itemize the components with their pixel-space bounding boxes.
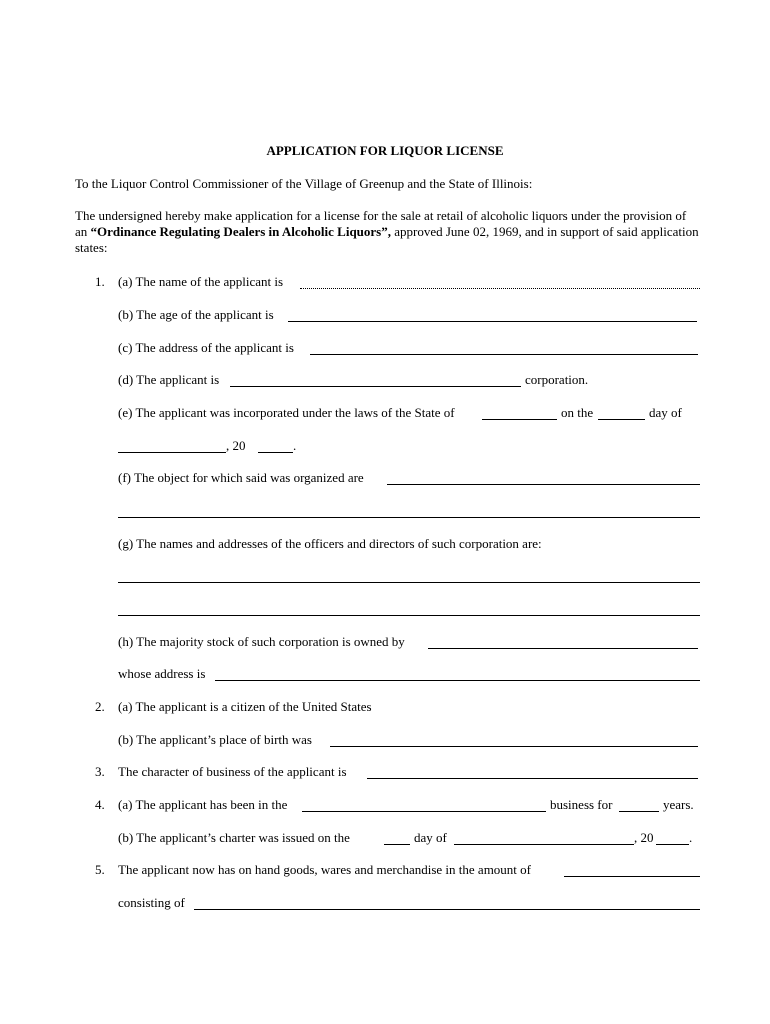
owner-address-field[interactable] [215, 680, 700, 681]
item-text: on the [561, 405, 594, 420]
applicant-name-field[interactable] [300, 288, 700, 289]
business-type-field[interactable] [302, 811, 546, 812]
year-prefix: , 20 [226, 438, 246, 453]
page-title: APPLICATION FOR LIQUOR LICENSE [266, 143, 504, 158]
merchandise-consisting-field[interactable] [194, 909, 700, 910]
charter-year-field[interactable] [656, 844, 689, 845]
item-label: (b) The age of the applicant is [118, 307, 274, 322]
item-label: (f) The object for which said was organized are [118, 470, 364, 485]
intro-paragraph: The undersigned hereby make application for a license for the sale at retail of alcoholic liquors under the provision of an “Ordinance Regulating Dealers in Alcoholic Liquors”, approved June 02, 1969, and in support of said application states: [75, 208, 699, 255]
organization-object-field[interactable] [387, 484, 700, 485]
period: . [689, 830, 693, 845]
item-text: business for [550, 797, 613, 812]
item-label: (e) The applicant was incorporated under the laws of the State of [118, 405, 455, 420]
officers-field-2[interactable] [118, 615, 700, 616]
incorporation-day-field[interactable] [598, 419, 645, 420]
item-label: (b) The applicant’s charter was issued on the [118, 830, 350, 845]
salutation: To the Liquor Control Commissioner of the Village of Greenup and the State of Illinois: [75, 176, 533, 191]
item-label: (d) The applicant is [118, 372, 220, 387]
item-label: (a) The applicant is a citizen of the United States [118, 699, 372, 714]
item-number: 1. [95, 274, 105, 289]
item-label: (h) The majority stock of such corporation is owned by [118, 634, 405, 649]
item-label: consisting of [118, 895, 185, 910]
business-character-field[interactable] [367, 778, 698, 779]
item-number: 4. [95, 797, 105, 812]
incorporation-state-field[interactable] [482, 419, 557, 420]
item-label: (a) The name of the applicant is [118, 274, 284, 289]
item-label: (a) The applicant has been in the [118, 797, 288, 812]
business-years-field[interactable] [619, 811, 659, 812]
item-number: 3. [95, 764, 105, 779]
merchandise-amount-field[interactable] [564, 876, 700, 877]
item-text: day of [649, 405, 682, 420]
item-text: years. [663, 797, 694, 812]
applicant-age-field[interactable] [288, 321, 697, 322]
applicant-address-field[interactable] [310, 354, 698, 355]
organization-object-field-2[interactable] [118, 517, 700, 518]
charter-day-field[interactable] [384, 844, 410, 845]
birthplace-field[interactable] [330, 746, 698, 747]
item-label: (b) The applicant’s place of birth was [118, 732, 312, 747]
applicant-type-field[interactable] [230, 386, 521, 387]
item-label: whose address is [118, 666, 206, 681]
item-label: The applicant now has on hand goods, wares and merchandise in the amount of [118, 862, 531, 877]
item-label: The character of business of the applicant is [118, 764, 347, 779]
incorporation-year-field[interactable] [258, 452, 293, 453]
incorporation-month-field[interactable] [118, 452, 226, 453]
year-prefix: , 20 [634, 830, 654, 845]
period: . [293, 438, 297, 453]
item-label: (c) The address of the applicant is [118, 340, 294, 355]
item-label: (g) The names and addresses of the officers and directors of such corporation are: [118, 536, 542, 551]
majority-owner-field[interactable] [428, 648, 698, 649]
charter-month-field[interactable] [454, 844, 634, 845]
item-number: 2. [95, 699, 105, 714]
item-text: day of [414, 830, 447, 845]
item-number: 5. [95, 862, 105, 877]
officers-field-1[interactable] [118, 582, 700, 583]
ordinance-name: “Ordinance Regulating Dealers in Alcoholic Liquors”, [90, 224, 391, 239]
item-suffix: corporation. [525, 372, 589, 387]
